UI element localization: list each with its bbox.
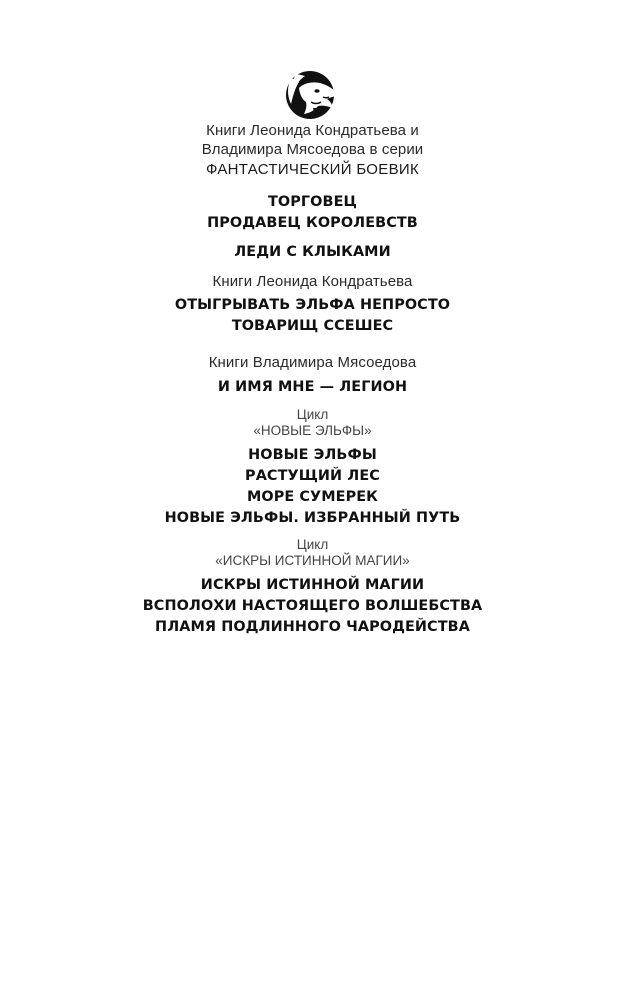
book-title: ПРОДАВЕЦ КОРОЛЕВСТВ xyxy=(207,215,418,231)
book-title: ТОВАРИЩ ССЕШЕС xyxy=(231,318,394,334)
book-title: ВСПОЛОХИ НАСТОЯЩЕГО ВОЛШЕБСТВА xyxy=(142,598,483,614)
book-title: И ИМЯ МНЕ — ЛЕГИОН xyxy=(217,379,408,395)
intro-line-2: Владимира Мясоедова в серии xyxy=(201,141,424,158)
book-title: ПЛАМЯ ПОДЛИННОГО ЧАРОДЕЙСТВА xyxy=(155,619,470,635)
book-title: ЛЕДИ С КЛЫКАМИ xyxy=(234,244,391,260)
cycle-label: Цикл xyxy=(296,537,329,552)
book-title: ИСКРЫ ИСТИННОЙ МАГИИ xyxy=(200,577,425,593)
cycle-name: «НОВЫЕ ЭЛЬФЫ» xyxy=(253,423,372,438)
book-title: РАСТУЩИЙ ЛЕС xyxy=(245,468,380,484)
series-name: ФАНТАСТИЧЕСКИЙ БОЕВИК xyxy=(205,161,419,178)
author-heading-kondratyev: Книги Леонида Кондратьева xyxy=(212,273,413,290)
author-heading-myasoedov: Книги Владимира Мясоедова xyxy=(208,354,417,371)
book-title: НОВЫЕ ЭЛЬФЫ. ИЗБРАННЫЙ ПУТЬ xyxy=(164,510,461,526)
intro-line-1: Книги Леонида Кондратьева и xyxy=(206,122,419,139)
book-title: ТОРГОВЕЦ xyxy=(268,194,357,210)
cycle-name: «ИСКРЫ ИСТИННОЙ МАГИИ» xyxy=(215,553,410,568)
cycle-label: Цикл xyxy=(296,407,329,422)
dragon-head-emblem-icon xyxy=(277,66,347,122)
book-title: МОРЕ СУМЕРЕК xyxy=(246,489,379,505)
book-title: НОВЫЕ ЭЛЬФЫ xyxy=(248,447,377,463)
book-title: ОТЫГРЫВАТЬ ЭЛЬФА НЕПРОСТО xyxy=(174,297,451,313)
